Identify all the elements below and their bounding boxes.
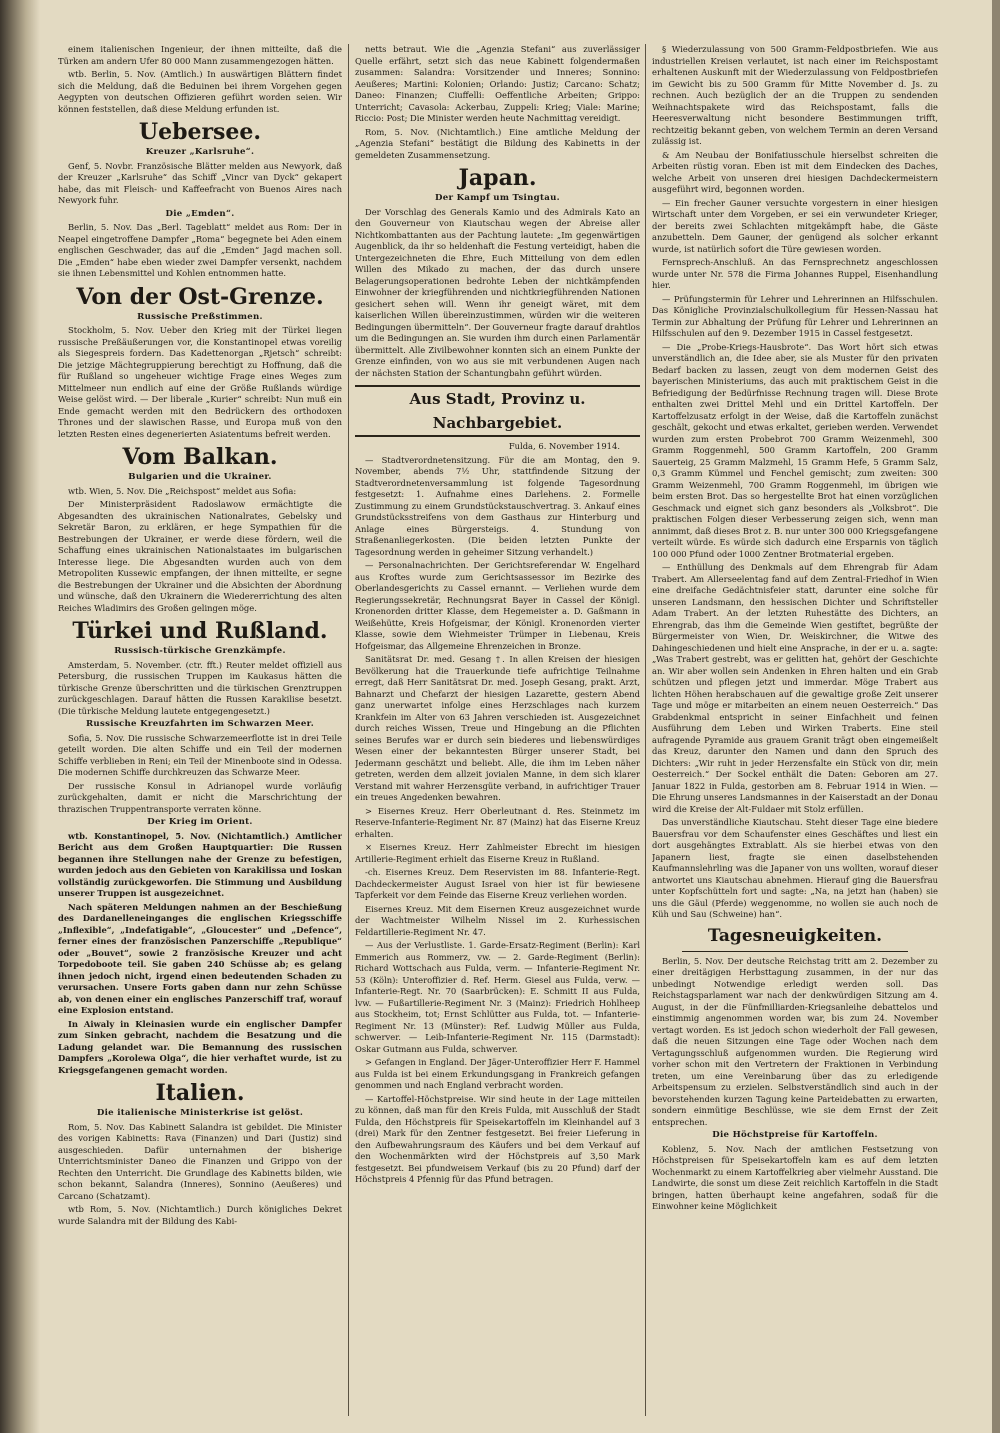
dateline: Fulda, 6. November 1914.	[508, 441, 620, 451]
article-text: wtb. Wien, 5. Nov. Die „Reichspost“ meldet aus Sofia:	[68, 485, 297, 496]
article-heading: Der Krieg im Orient.	[147, 817, 253, 827]
article-text: — Ein frecher Gauner versuchte vorgestern in einer hiesigen Wirtschaft unter dem Vorgeben, er sei ein verwundeter Krieger, der bereits zwei Schlachten mitgekämpft habe, die Gäste anzubetteln. Dem Gauner, der genügend als solcher erkannt wurde, ist natürlich sofort die Türe gewiesen worden.	[652, 197, 938, 254]
column-rule	[645, 44, 646, 1416]
section-heading: Japan.	[458, 165, 537, 191]
article-text: Nach späteren Meldungen nahmen an der Beschießung des Dardanelleneinganges die englischen Kriegsschiffe „Inflexible“, „Indefatigable“, „Gloucester“ und „Defence“, ferner eines der französischen Panzerschiffe „Republique“ oder „Bouvet“, sowie 2 französische Kreuzer und acht Torpedoboote teil. Sie gaben 240 Schüsse ab; es gelang ihnen jedoch nicht, irgend einen bedeutenden Schaden zu verursachen. Unsere Forts gaben dann nur zehn Schüsse ab, von denen einer ein englisches Panzerschiff traf, worauf eine Explosion entstand.	[58, 901, 342, 1015]
column-rule	[348, 44, 349, 1416]
article-text: einem italienischen Ingenieur, der ihnen mitteilte, daß die Türken am andern Ufer 80 000 Mann zusammengezogen hätten.	[58, 44, 342, 66]
article-text: Sofia, 5. Nov. Die russische Schwarzemeerflotte ist in drei Teile geteilt worden. Die alten Schiffe und ein Teil der modernen Schiffe verblieben in Reni; ein Teil der Minenboote sind in Odessa. Die modernen Schiffe durchkreuzen das Schwarze Meer.	[58, 732, 342, 777]
article-text: In Aiwaly in Kleinasien wurde ein englischer Dampfer zum Sinken gebracht, nachdem die Besatzung und die Ladung gelandet war. Die Bemannung des russischen Dampfers „Korolewa Olga“, die hier verhaftet wurde, ist zu Kriegsgefangenen gemacht worden.	[58, 1018, 342, 1075]
article-text: wtb Rom, 5. Nov. (Nichtamtlich.) Durch königliches Dekret wurde Salandra mit der Bildung des Kabi-	[58, 1204, 342, 1226]
article-text: Das unverständliche Kiautschau. Steht dieser Tage eine biedere Bauersfrau vor dem Schaufenster eines Geschäftes und liest ein dort ausgehängtes Extrablatt. Als sie hierbei etwas von den Japanern liest, fragte sie einen daselbstehenden Kaufmannslehrling was die Japaner von uns wollten, worauf dieser antwortet uns Kiautschau abnehmen. Hierauf ging die Bauersfrau unter Kopfschütteln fort und sagte: „Na, na jetzt han (haben) sie uns die Gäul (Pferde) weggenomme, no wollen sie auch noch de Küh und Sau (Schweine) han“.	[652, 817, 938, 919]
section-heading: Türkei und Rußland.	[72, 618, 328, 644]
article-heading: Russische Preßstimmen.	[137, 311, 263, 322]
article-text: Berlin, 5. Nov. Das „Berl. Tageblatt“ meldet aus Rom: Der in Neapel eingetroffene Dampfer „Roma“ begegnete bei Aden einem englischen Geschwader, das auf die „Emden“ Jagd machen soll. Die „Emden“ habe eben wieder zwei Dampfer versenkt, nachdem sie ihnen Lebensmittel und Kohlen entnommen hatte.	[58, 222, 342, 278]
article-heading: Die Höchstpreise für Kartoffeln.	[712, 1130, 878, 1140]
article-text: Sanitätsrat Dr. med. Gesang †. In allen Kreisen der hiesigen Bevölkerung hat die Trauerkunde tiefe aufrichtige Teilnahme erregt, daß Herr Sanitätsrat Dr. med. Joseph Gesang, prakt. Arzt, Bahnarzt und Chefarzt der hiesigen Lazarette, gestern Abend ganz unerwartet infolge eines Herzschlages nach kurzem Krankfein im Alter von 63 Jahren verschieden ist. Ausgezeichnet durch reiches Wissen, Treue und Hingebung an die Pflichten seines Berufes war er durch sein biederes und liebenswürdiges Wesen einer der bekanntesten Bürger unserer Stadt, bei Jedermann geschätzt und beliebt. Alle, die ihm im Leben näher getreten, werden dem allzeit jovialen Manne, in dem sich klarer Verstand mit wahrer Herzensgüte verband, in aufrichtiger Trauer ein treues Angedenken bewahren.	[355, 654, 640, 802]
section-heading: Von der Ost-Grenze.	[76, 283, 324, 310]
article-heading: Russische Kreuzfahrten im Schwarzen Meer.	[85, 719, 314, 729]
article-text: & Am Neubau der Bonifatiusschule hierselbst schreiten die Arbeiten rüstig voran. Eben ist mit dem Eindecken des Daches, welche Arbeit von unseren drei hiesigen Dachdeckermeistern ausgeführt wird, begonnen worden.	[652, 149, 938, 194]
article-text: — Kartoffel-Höchstpreise. Wir sind heute in der Lage mitteilen zu können, daß man für den Kreis Fulda, mit Ausschluß der Stadt Fulda, den Höchstpreis für Speisekartoffeln im Kleinhandel auf 3 (drei) Mark für den Zentner festgesetzt. Bei freier Lieferung in den Aufbewahrungsraum des Käufers und bei dem Verkauf auf den Wochenmärkten wird der Höchstpreis auf 3,50 Mark festgesetzt. Bei pfundweisem Verkauf (bis zu 20 Pfund) darf der Höchstpreis 4 Pfennig für das Pfund betragen.	[355, 1093, 640, 1184]
article-text: Eisernes Kreuz. Mit dem Eisernen Kreuz ausgezeichnet wurde der Wachtmeister Wilhelm Nissel im 2. Kurhessischen Feldartillerie-Regiment Nr. 47.	[355, 903, 640, 937]
article-text: wtb. Konstantinopel, 5. Nov. (Nichtamtlich.) Amtlicher Bericht aus dem Großen Hauptquartier: Die Russen begannen ihre Stellungen nahe der Grenze zu befestigen, wurden jedoch aus den Gebieten von Karakilissa und Ioskan vollständig zurückgeworfen. Die Stimmung und Ausbildung unserer Truppen ist ausgezeichnet.	[58, 830, 342, 898]
article-text: Der Vorschlag des Generals Kamio und des Admirals Kato an den Gouverneur von Kiautschau wegen der Abreise aller Nichtkombattanten aus der Pachtung lautete: „Im gegenwärtigen Augenblick, da ihr so heldenhaft die Festung verteidigt, haben die Untergezeichneten die Ehre, Euch Mitteilung von dem edlen Willen des Mikado zu machen, der das durch unsere Belagerungsoperationen bedrohte Leben der nichtkämpfenden Einwohner der kriegführenden und nichtkriegführenden Nationen gesichert sehen will. Wenn ihr geneigt wäret, mit dem kaiserlichen Willen übereinzustimmen, würden wir die weiteren Bedingungen übermitteln“. Der Gouverneur fragte darauf drahtlos um die Bedingungen an. Sie wurden ihm durch einen Parlamentär übermittelt. Alle Zivilbewohner konnten sich an einem Punkte der Grenze einfinden, von wo aus sie mit verbundenen Augen nach der nächsten Station der Schantungbahn geführt würden.	[355, 206, 640, 378]
article-text: — Aus der Verlustliste. 1. Garde-Ersatz-Regiment (Berlin): Karl Emmerich aus Rommerz, vw. — 2. Garde-Regiment (Berlin): Richard Wottschach aus Fulda, verm. — Infanterie-Regiment Nr. 53 (Köln): Unteroffizier d. Ref. Herm. Giesel aus Fulda, verw. — Infanterie-Regt. Nr. 70 (Saarbrücken): E. Schmitt II aus Fulda, lvw. — Fußartillerie-Regiment Nr. 3 (Mainz): Friedrich Hohlheep aus Stockheim, tot; Ernst Schlütter aus Fulda, tot. — Infanterie-Regiment Nr. 13 (Münster): Ref. Ludwig Müller aus Fulda, schwerver. — Leib-Infanterie-Regiment Nr. 115 (Darmstadt): Oskar Gutmann aus Fulda, schwerver.	[355, 940, 640, 1054]
article-text: Koblenz, 5. Nov. Nach der amtlichen Festsetzung von Höchstpreisen für Speisekartoffeln kam es auf dem letzten Wochenmarkt zu einem Kartoffelkrieg aber vielmehr Ausstand. Die Landwirte, die sonst um diese Zeit reichlich Kartoffeln in die Stadt bringen, hatten überhaupt keine angefahren, sodaß für die Einwohner keine Möglichkeit	[652, 1143, 938, 1211]
divider	[682, 951, 908, 952]
article-text: — Personalnachrichten. Der Gerichtsreferendar W. Engelhard aus Kroftes wurde zum Gerichtsassessor im Bezirke des Oberlandesgerichts zu Cassel ernannt. — Verliehen wurde dem Regierungssekretär, Rechnungsrat Bayer in Cassel der Königl. Kronenorden dritter Klasse, dem Hegemeister a. D. Gaßmann in Weißehütte, Kreis Hofgeismar, der Königl. Kronenorden vierter Klasse, sowie dem Wiehmeister Trümper in Liebenau, Kreis Hofgeismar, das Allgemeine Ehrenzeichen in Bronze.	[355, 560, 640, 651]
article-text: Genf, 5. Novbr. Französische Blätter melden aus Newyork, daß der Kreuzer „Karlsruhe“ das Schiff „Vincr van Dyck“ gekapert habe, das mit Fleisch- und Kaffeefracht von Buenos Aires nach Newyork fuhr.	[58, 160, 342, 205]
column-right	[652, 44, 938, 1215]
article-text: > Eisernes Kreuz. Herr Oberleutnant d. Res. Steinmetz im Reserve-Infanterie-Regiment Nr. 87 (Mainz) hat das Eiserne Kreuz erhalten.	[355, 805, 640, 839]
column-left	[58, 44, 342, 1229]
article-heading: Der Kampf um Tsingtau.	[435, 193, 560, 203]
article-text: Rom, 5. Nov. Das Kabinett Salandra ist gebildet. Die Minister des vorigen Kabinetts: Rava (Finanzen) und Dari (Justiz) sind ausgeschieden. Dafür unternahmen der bisherige Unterrichtsminister Daneo die Finanzen und Grippo von der Rechten den Unterricht. Die Grundlage des Kabinetts bilden, wie schon bekannt, Salandra (Inneres), Sonnino (Aeußeres) und Carcano (Schatzamt).	[58, 1121, 342, 1201]
article-text: Stockholm, 5. Nov. Ueber den Krieg mit der Türkei liegen russische Preßäußerungen vor, die Konstantinopel etwas voreilig als Siegespreis fordern. Das Kadettenorgan „Rjetsch“ schreibt: Die jetzige Mächtegruppierung berechtigt zu Hoffnung, daß die für Rußland so ungeheuer wichtige Frage eines Weges zum Mittelmeer nun endlich auf eine der Größe Rußlands würdige Weise gelöst wird. — Der liberale „Kurier“ schreibt: Nun muß ein Ende gemacht werden mit den Bedrückern des orthodoxen Thrones und der slawischen Rasse, und Europa muß von den letzten Resten eines degenerierten Asiatentums befreit werden.	[58, 325, 342, 439]
article-heading: Die italienische Ministerkrise ist gelöst.	[96, 1108, 304, 1118]
column-middle	[355, 44, 640, 1188]
article-text: — Enthüllung des Denkmals auf dem Ehrengrab für Adam Trabert. Am Allerseelentag fand auf dem Zentral-Friedhof in Wien eine dreifache Gedächtnisfeier statt, darunter eine solche für unseren Landsmann, den hessischen Dichter und Schriftsteller Adam Trabert. An der letzten Ruhestätte des Dichters, an Ehrengrab, das ihm die Gemeinde Wien gestiftet, begrüßte der Bürgermeister von Wien, Dr. Weiskirchner, die Witwe des Dahingeschiedenen und hielt eine Ansprache, in der er u. a. sagte: „Was Trabert gestrebt, was er gelitten hat, gehört der Geschichte an. Wir aber wollen sein Andenken in Ehren halten und ein Grab schützen und pflegen jetzt und immerdar. Möge Trabert aus lichten Höhen herabschauen auf die gewaltige große Zeit unserer Tage und möge er mitarbeiten an einem neuen Oesterreich.“ Das Grabdenkmal entspricht in seiner Einfachheit und feinen Ausführung dem Leben und Wirken Traberts. Eine steil aufragende Pyramide aus grauem Granit trägt oben eingemeißelt das Kreuz, darunter den Namen und dann den Spruch des Dichters: „Wir ruht in jeder Herzensfalte ein Stück von dir, mein Oesterreich.“ Der Sockel enthält die Daten: Geboren am 27. Januar 1822 in Fulda, gestorben am 8. Februar 1914 in Wien. — Die Ehrung unseres Landsmannes in der Kaiserstadt an der Donau wird die Kreise der Alt-Fuldaer mit Stolz erfüllen.	[652, 562, 938, 814]
article-text: wtb. Berlin, 5. Nov. (Amtlich.) In auswärtigen Blättern findet sich die Meldung, daß die Beduinen bei ihrem Vorgehen gegen Aegypten von deutschen Offizieren geführt worden seien. Wir können feststellen, daß diese Meldung erfunden ist.	[58, 69, 342, 114]
article-text: § Wiederzulassung von 500 Gramm-Feldpostbriefen. Wie aus industriellen Kreisen verlautet, ist nach einer im Reichspostamt erhaltenen Auskunft mit der Wiederzulassung von Feldpostbriefen im Gewicht bis zu 500 Gramm für Mitte November d. Js. zu rechnen. Auch bezüglich der an die Truppen zu sendenden Weihnachtspakete wird das Reichspostamt, falls die Heeresverwaltung nicht besondere Bestimmungen trifft, rechtzeitig bekannt geben, von welchem Termin an deren Versand zulässig ist.	[652, 44, 938, 146]
article-text: — Die „Probe-Kriegs-Hausbrote“. Das Wort hört sich etwas unverständlich an, die Idee aber, sie als Muster für den privaten Bedarf backen zu lassen, zeugt von dem modernen Geist des bayerischen Ministeriums, das auch mit praktischem Geist in die Befriedigung der Bedürfnisse Rechnung tragen will. Diese Brote enthalten zwei Drittel Mehl und ein Drittel Kartoffeln. Der Kartoffelzusatz erfolgt in der Weise, daß die Kartoffeln zunächst geschält, gekocht und etwas erkaltet, gerieben werden. Verwendet wurden zum ersten Probebrot 700 Gramm Weizenmehl, 300 Gramm Roggenmehl, 500 Gramm Kartoffeln, 200 Gramm Sauerteig, 25 Gramm Malzmehl, 15 Gramm Hefe, 5 Gramm Salz, 0,3 Gramm Kümmel und Fenchel gemischt; zum zweiten: 300 Gramm Weizenmehl, 700 Gramm Roggenmehl, im übrigen wie beim ersten Brot. Das so hergestellte Brot hat einen vorzüglichen Geschmack und eignet sich ganz besonders als „Volksbrot“. Die praktischen Folgen dieser Verbesserung zeigen sich, wenn man annimmt, daß dieses Brot z. B. nur unter 300 000 Kriegsgefangene verteilt würde. Es würde sich dadurch eine Ersparnis von täglich 100 000 Pfund oder 1000 Zentner Brotmaterial ergeben.	[652, 341, 938, 559]
article-text: netts betraut. Wie die „Agenzia Stefani“ aus zuverlässiger Quelle erfährt, setzt sich das neue Kabinett folgendermaßen zusammen: Salandra: Vorsitzender und Inneres; Sonnino: Aeußeres; Martini: Kolonien; Orlando: Justiz; Carcano: Schatz; Daneo: Finanzen; Ciuffelli: Oeffentliche Arbeiten; Grippo: Unterricht; Cavasola: Ackerbau, Zuppeli: Krieg; Viale: Marine; Riccio: Post; Die Minister werden heute Nachmittag vereidigt.	[355, 44, 640, 123]
article-heading: Russisch-türkische Grenzkämpfe.	[114, 646, 286, 656]
article-text: Fernsprech-Anschluß. An das Fernsprechnetz angeschlossen wurde unter Nr. 578 die Firma Johannes Ruppel, Eisenhandlung hier.	[652, 257, 938, 290]
article-text: -ch. Eisernes Kreuz. Dem Reservisten im 88. Infanterie-Regt. Dachdeckermeister August Israel von hier ist für bewiesene Tapferkeit vor dem Feinde das Eiserne Kreuz verliehen worden.	[355, 867, 640, 900]
article-heading: Kreuzer „Karlsruhe“.	[145, 147, 255, 157]
section-heading: Italien.	[155, 1080, 245, 1106]
article-text: Rom, 5. Nov. (Nichtamtlich.) Eine amtliche Meldung der „Agenzia Stefani“ bestätigt die Bildung des Kabinetts in der gemeldeten Zusammensetzung.	[355, 126, 640, 160]
article-text: Berlin, 5. Nov. Der deutsche Reichstag tritt am 2. Dezember zu einer dreitägigen Herbsttagung zusammen, in der nur das unbedingt Notwendige erledigt werden soll. Das Reichstagsparlament war nach der denkwürdigen Sitzung am 4. August, in der die Fünfmilliarden-Kriegsanleihe debattelos und einstimmig angenommen worden war, bis zum 24. November vertagt worden. Es ist jedoch schon wiederholt der Fall gewesen, daß die neuen Sitzungen eine Tage oder Wochen nach dem Vertagungsschluß aufgenommen wurden. Die Regierung wird vorher schon mit den Vertretern der Fraktionen in Verbindung treten, um eine Vereinbarung über das zu erledigende Arbeitspensum zu erzielen. Selbstverständlich sind auch in der bevorstehenden kurzen Tagung keine Parteidebatten zu erwarten, sondern einmütige Beschlüsse, wie sie dem Ernst der Zeit entsprechen.	[652, 955, 938, 1127]
article-text: — Prüfungstermin für Lehrer und Lehrerinnen an Hilfsschulen. Das Königliche Provinzialschulkollegium für Hessen-Nassau hat Termin zur Abhaltung der Prüfung für Lehrer und Lehrerinnen an Hilfsschulen auf den 9. Dezember 1915 in Cassel festgesetzt.	[652, 293, 938, 338]
article-heading: Bulgarien und die Ukrainer.	[128, 472, 272, 482]
article-text: — Stadtverordnetensitzung. Für die am Montag, den 9. November, abends 7½ Uhr, stattfindende Sitzung der Stadtverordnetenversammlung ist folgende Tagesordnung festgesetzt: 1. Aufnahme eines Darlehens. 2. Formelle Zustimmung zu einem Grundstückstauschvertrag. 3. Ankauf eines Grundstücksstreifens von dem Gasthaus zur Hinterburg und Anlage eines Bürgersteigs. 4. Stundung von Straßenanliegerkosten. (Die beiden letzten Punkte der Tagesordnung werden in geheimer Sitzung verhandelt.)	[355, 454, 640, 557]
section-heading: Aus Stadt, Provinz u. Nachbargebiet.	[355, 385, 640, 437]
article-text: Der Ministerpräsident Radoslawow ermächtigte die Abgesandten des ukrainischen Nationalrates, Gebelsky und Sekretär Baron, zu erklären, er hege Sympathien für die Bestrebungen der Ukrainer, er werde diese fördern, weil die Schaffung eines ukrainischen Nationalstaates im bulgarischen Interesse liege. Die Abgesandten wurden auch von dem Metropoliten Kussewic empfangen, der ihnen mitteilte, er segne die Bestrebungen der Ukrainer und die Absichten der Abordnung und wünsche, daß den Ukrainern die Wiedererrichtung des alten Reiches Wladimirs des Großen gelingen möge.	[58, 499, 342, 613]
article-text: Amsterdam, 5. November. (ctr. fft.) Reuter meldet offiziell aus Petersburg, die russischen Truppen im Kaukasus hätten die türkische Grenze überschritten und die türkischen Grenztruppen zurückgeschlagen. Darauf hätten die Russen Karakilise besetzt. (Die türkische Meldung lautete entgegengesetzt.)	[58, 659, 342, 716]
section-heading: Uebersee.	[138, 119, 262, 145]
article-heading: Die „Emden“.	[165, 208, 235, 219]
page-edge	[992, 0, 1000, 1433]
binding-shadow	[0, 0, 40, 1433]
section-heading: Tagesneuigkeiten.	[707, 925, 883, 946]
article-text: > Gefangen in England. Der Jäger-Unteroffizier Herr F. Hammel aus Fulda ist bei einem Erkundungsgang in Frankreich gefangen genommen und nach England verbracht worden.	[355, 1057, 640, 1090]
article-text: Der russische Konsul in Adrianopel wurde vorläufig zurückgehalten, damit er nicht die Marschrichtung der thrazischen Truppentransporte verraten könne.	[58, 780, 342, 814]
section-heading: Vom Balkan.	[122, 444, 278, 470]
article-text: × Eisernes Kreuz. Herr Zahlmeister Ebrecht im hiesigen Artillerie-Regiment erhielt das Eiserne Kreuz in Rußland.	[355, 842, 640, 864]
